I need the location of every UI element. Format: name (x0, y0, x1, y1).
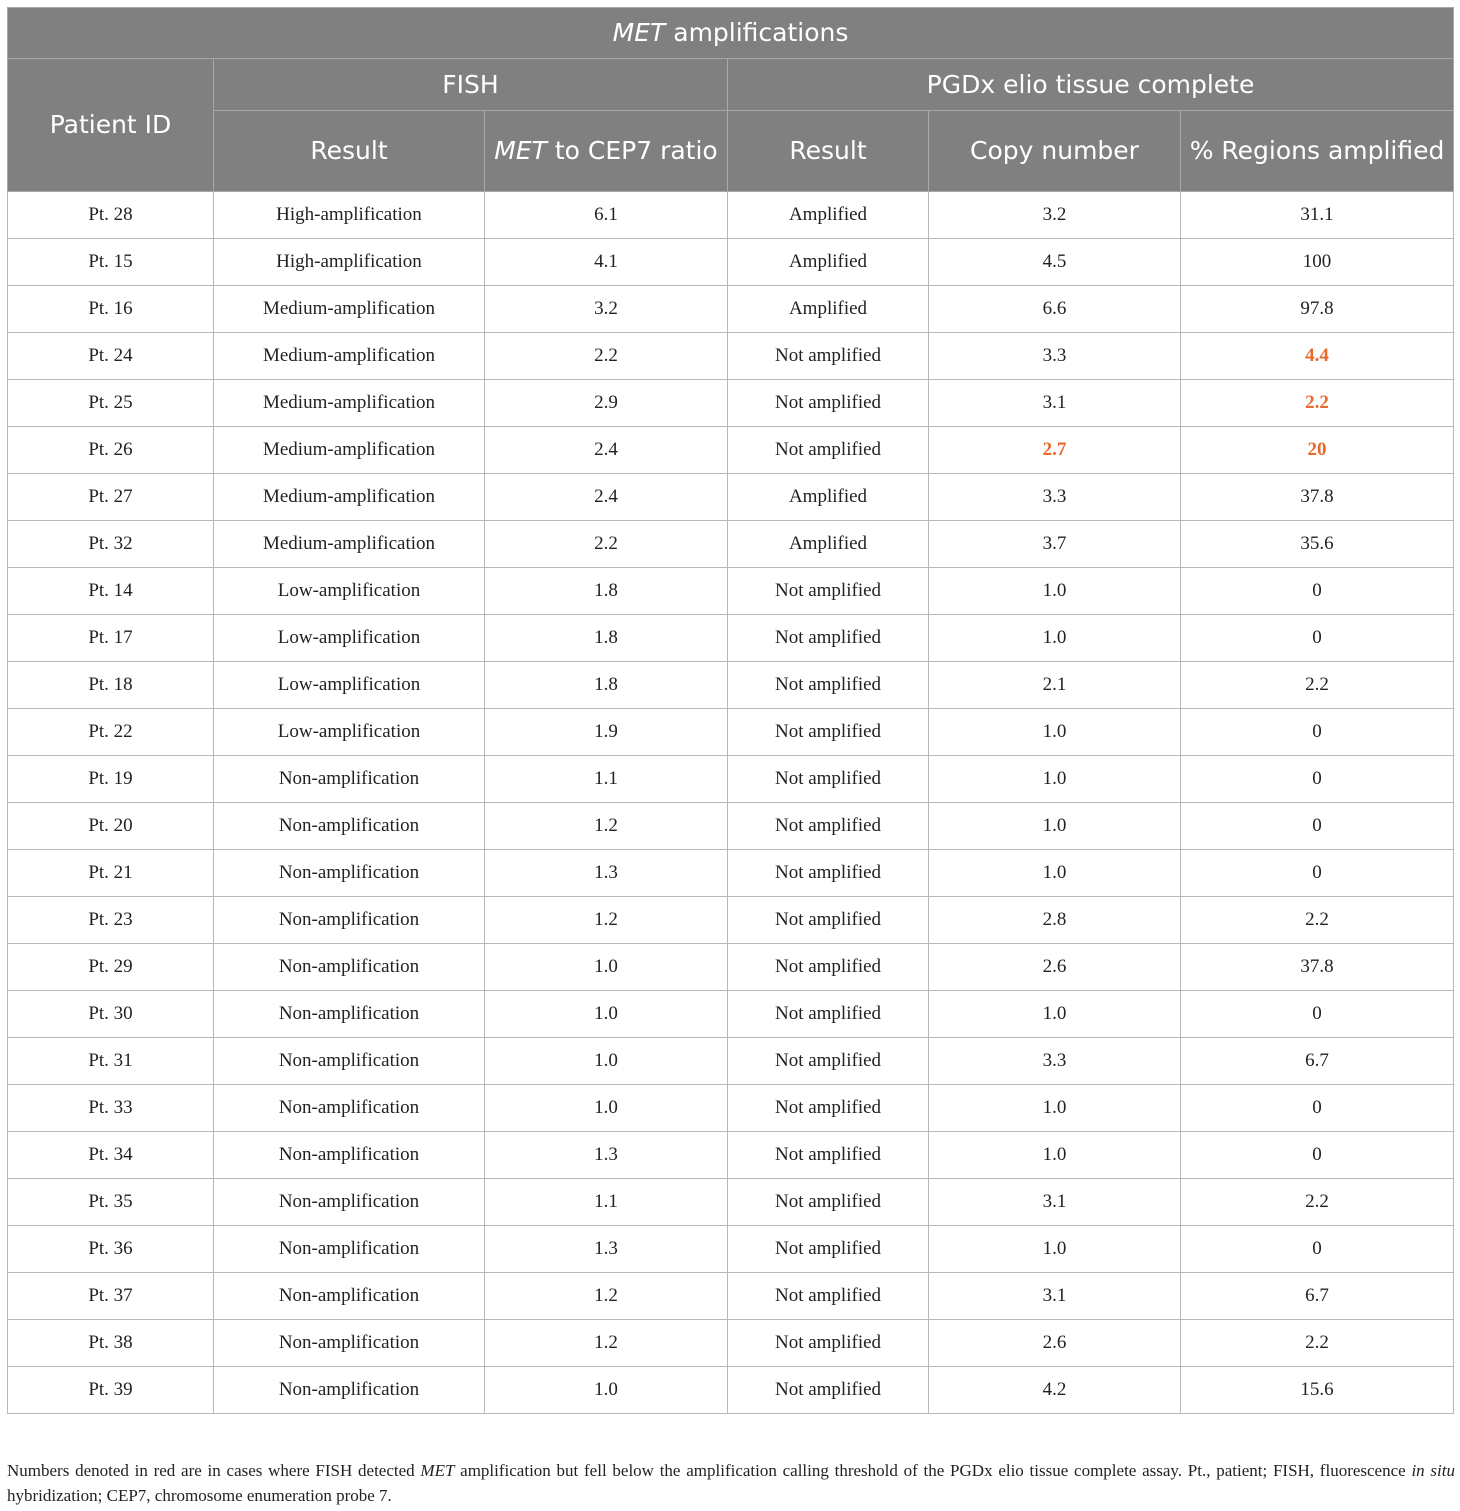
pgdx-result-cell: Amplified (728, 521, 929, 568)
regions-amplified-cell: 0 (1181, 850, 1454, 897)
copy-number-cell: 1.0 (929, 1226, 1181, 1273)
copy-number-cell: 3.1 (929, 380, 1181, 427)
fish-result-cell: Medium-amplification (214, 286, 485, 333)
copy-number-cell: 4.2 (929, 1367, 1181, 1414)
copy-number-cell: 3.1 (929, 1179, 1181, 1226)
header-fish: FISH (214, 59, 728, 111)
regions-amplified-cell: 0 (1181, 1226, 1454, 1273)
copy-number-cell: 3.3 (929, 333, 1181, 380)
patient-id-cell: Pt. 24 (8, 333, 214, 380)
ratio-cell: 4.1 (485, 239, 728, 286)
ratio-cell: 2.4 (485, 474, 728, 521)
fish-result-cell: Non-amplification (214, 1226, 485, 1273)
table-row (8, 474, 1454, 521)
pgdx-result-cell: Not amplified (728, 803, 929, 850)
ratio-cell: 1.0 (485, 1038, 728, 1085)
ratio-cell: 1.3 (485, 1132, 728, 1179)
patient-id-cell: Pt. 21 (8, 850, 214, 897)
table-row (8, 803, 1454, 850)
regions-amplified-cell: 37.8 (1181, 474, 1454, 521)
patient-id-cell: Pt. 32 (8, 521, 214, 568)
regions-amplified-cell: 0 (1181, 1085, 1454, 1132)
fish-result-cell: Non-amplification (214, 1273, 485, 1320)
copy-number-cell: 3.7 (929, 521, 1181, 568)
fish-result-cell: Non-amplification (214, 1038, 485, 1085)
table-row (8, 1085, 1454, 1132)
ratio-cell: 1.0 (485, 944, 728, 991)
regions-amplified-cell: 37.8 (1181, 944, 1454, 991)
regions-amplified-cell: 0 (1181, 991, 1454, 1038)
patient-id-cell: Pt. 27 (8, 474, 214, 521)
table-container (7, 7, 1453, 1414)
ratio-cell: 1.2 (485, 803, 728, 850)
regions-amplified-cell: 0 (1181, 615, 1454, 662)
regions-amplified-cell: 35.6 (1181, 521, 1454, 568)
footnote-part1: Numbers denoted in red are in cases where FISH detected (7, 1461, 421, 1480)
fish-result-cell: Medium-amplification (214, 333, 485, 380)
copy-number-cell: 1.0 (929, 1132, 1181, 1179)
pgdx-result-cell: Not amplified (728, 897, 929, 944)
copy-number-cell: 1.0 (929, 1085, 1181, 1132)
patient-id-cell: Pt. 16 (8, 286, 214, 333)
regions-amplified-cell: 2.2 (1181, 380, 1454, 427)
table-row (8, 1038, 1454, 1085)
patient-id-cell: Pt. 22 (8, 709, 214, 756)
regions-amplified-cell: 0 (1181, 709, 1454, 756)
copy-number-cell: 2.8 (929, 897, 1181, 944)
regions-amplified-cell: 0 (1181, 803, 1454, 850)
footnote-part3: hybridization; CEP7, chromosome enumeration probe 7. (7, 1486, 392, 1505)
pgdx-result-cell: Not amplified (728, 1367, 929, 1414)
table-row (8, 944, 1454, 991)
pgdx-result-cell: Amplified (728, 239, 929, 286)
patient-id-cell: Pt. 18 (8, 662, 214, 709)
regions-amplified-cell: 97.8 (1181, 286, 1454, 333)
regions-amplified-cell: 2.2 (1181, 1320, 1454, 1367)
fish-result-cell: Non-amplification (214, 850, 485, 897)
header-ratio-rest: to CEP7 ratio (546, 136, 718, 165)
copy-number-cell: 1.0 (929, 803, 1181, 850)
regions-amplified-cell: 6.7 (1181, 1273, 1454, 1320)
regions-amplified-cell: 0 (1181, 1132, 1454, 1179)
fish-result-cell: Medium-amplification (214, 521, 485, 568)
fish-result-cell: Non-amplification (214, 756, 485, 803)
copy-number-cell: 3.3 (929, 474, 1181, 521)
table-row (8, 568, 1454, 615)
table-footnote (7, 1458, 1455, 1508)
header-pgdx-result: Result (728, 111, 929, 192)
footnote-in-situ: in situ (1411, 1461, 1455, 1480)
table-row (8, 850, 1454, 897)
table-row (8, 897, 1454, 944)
pgdx-result-cell: Amplified (728, 286, 929, 333)
met-amplifications-table (7, 7, 1454, 1414)
pgdx-result-cell: Not amplified (728, 1179, 929, 1226)
ratio-cell: 1.1 (485, 1179, 728, 1226)
ratio-cell: 1.2 (485, 1320, 728, 1367)
patient-id-cell: Pt. 35 (8, 1179, 214, 1226)
table-row (8, 286, 1454, 333)
regions-amplified-cell: 15.6 (1181, 1367, 1454, 1414)
ratio-cell: 1.0 (485, 991, 728, 1038)
fish-result-cell: Low-amplification (214, 662, 485, 709)
fish-result-cell: Medium-amplification (214, 427, 485, 474)
header-patient-id: Patient ID (8, 59, 214, 192)
table-title (8, 8, 1454, 59)
regions-amplified-cell: 2.2 (1181, 897, 1454, 944)
header-fish-result: Result (214, 111, 485, 192)
table-row (8, 662, 1454, 709)
footnote-gene: MET (420, 1461, 455, 1480)
pgdx-result-cell: Not amplified (728, 1132, 929, 1179)
table-row (8, 991, 1454, 1038)
pgdx-result-cell: Not amplified (728, 944, 929, 991)
pgdx-result-cell: Not amplified (728, 850, 929, 897)
patient-id-cell: Pt. 14 (8, 568, 214, 615)
pgdx-result-cell: Amplified (728, 192, 929, 239)
pgdx-result-cell: Amplified (728, 474, 929, 521)
ratio-cell: 1.0 (485, 1085, 728, 1132)
header-regions: % Regions amplified (1181, 111, 1454, 192)
fish-result-cell: Non-amplification (214, 1179, 485, 1226)
pgdx-result-cell: Not amplified (728, 380, 929, 427)
pgdx-result-cell: Not amplified (728, 1085, 929, 1132)
fish-result-cell: Non-amplification (214, 1367, 485, 1414)
table-row (8, 427, 1454, 474)
table-row (8, 192, 1454, 239)
patient-id-cell: Pt. 30 (8, 991, 214, 1038)
header-ratio (485, 111, 728, 192)
fish-result-cell: Medium-amplification (214, 380, 485, 427)
copy-number-cell: 2.7 (929, 427, 1181, 474)
regions-amplified-cell: 4.4 (1181, 333, 1454, 380)
footnote-part2: amplification but fell below the amplification calling threshold of the PGDx elio tissue complete assay. Pt., patient; FISH, fluorescence (454, 1461, 1412, 1480)
regions-amplified-cell: 100 (1181, 239, 1454, 286)
pgdx-result-cell: Not amplified (728, 1038, 929, 1085)
fish-result-cell: Low-amplification (214, 568, 485, 615)
ratio-cell: 6.1 (485, 192, 728, 239)
copy-number-cell: 1.0 (929, 709, 1181, 756)
table-body (8, 192, 1454, 1414)
pgdx-result-cell: Not amplified (728, 333, 929, 380)
pgdx-result-cell: Not amplified (728, 1273, 929, 1320)
ratio-cell: 2.2 (485, 333, 728, 380)
table-row (8, 239, 1454, 286)
copy-number-cell: 3.2 (929, 192, 1181, 239)
fish-result-cell: Non-amplification (214, 1132, 485, 1179)
patient-id-cell: Pt. 29 (8, 944, 214, 991)
ratio-cell: 1.8 (485, 568, 728, 615)
pgdx-result-cell: Not amplified (728, 1226, 929, 1273)
copy-number-cell: 3.1 (929, 1273, 1181, 1320)
pgdx-result-cell: Not amplified (728, 1320, 929, 1367)
ratio-cell: 2.2 (485, 521, 728, 568)
ratio-cell: 1.8 (485, 662, 728, 709)
ratio-cell: 1.0 (485, 1367, 728, 1414)
table-row (8, 709, 1454, 756)
pgdx-result-cell: Not amplified (728, 662, 929, 709)
copy-number-cell: 6.6 (929, 286, 1181, 333)
ratio-cell: 1.9 (485, 709, 728, 756)
ratio-cell: 2.4 (485, 427, 728, 474)
header-ratio-gene: MET (494, 136, 547, 165)
ratio-cell: 2.9 (485, 380, 728, 427)
copy-number-cell: 2.6 (929, 1320, 1181, 1367)
header-copy-number: Copy number (929, 111, 1181, 192)
table-row (8, 1226, 1454, 1273)
patient-id-cell: Pt. 20 (8, 803, 214, 850)
pgdx-result-cell: Not amplified (728, 615, 929, 662)
regions-amplified-cell: 20 (1181, 427, 1454, 474)
patient-id-cell: Pt. 26 (8, 427, 214, 474)
patient-id-cell: Pt. 25 (8, 380, 214, 427)
table-row (8, 1273, 1454, 1320)
copy-number-cell: 4.5 (929, 239, 1181, 286)
fish-result-cell: Non-amplification (214, 803, 485, 850)
fish-result-cell: High-amplification (214, 192, 485, 239)
regions-amplified-cell: 6.7 (1181, 1038, 1454, 1085)
fish-result-cell: Medium-amplification (214, 474, 485, 521)
patient-id-cell: Pt. 36 (8, 1226, 214, 1273)
ratio-cell: 1.2 (485, 1273, 728, 1320)
table-row (8, 1320, 1454, 1367)
copy-number-cell: 3.3 (929, 1038, 1181, 1085)
table-row (8, 1132, 1454, 1179)
regions-amplified-cell: 0 (1181, 756, 1454, 803)
title-rest: amplifications (665, 18, 849, 47)
ratio-cell: 1.1 (485, 756, 728, 803)
fish-result-cell: Low-amplification (214, 615, 485, 662)
patient-id-cell: Pt. 38 (8, 1320, 214, 1367)
regions-amplified-cell: 2.2 (1181, 662, 1454, 709)
pgdx-result-cell: Not amplified (728, 568, 929, 615)
table-row (8, 521, 1454, 568)
regions-amplified-cell: 31.1 (1181, 192, 1454, 239)
pgdx-result-cell: Not amplified (728, 756, 929, 803)
patient-id-cell: Pt. 17 (8, 615, 214, 662)
fish-result-cell: High-amplification (214, 239, 485, 286)
patient-id-cell: Pt. 39 (8, 1367, 214, 1414)
fish-result-cell: Non-amplification (214, 897, 485, 944)
regions-amplified-cell: 0 (1181, 568, 1454, 615)
fish-result-cell: Non-amplification (214, 1320, 485, 1367)
patient-id-cell: Pt. 31 (8, 1038, 214, 1085)
title-gene: MET (612, 18, 666, 47)
patient-id-cell: Pt. 34 (8, 1132, 214, 1179)
copy-number-cell: 1.0 (929, 850, 1181, 897)
ratio-cell: 1.3 (485, 1226, 728, 1273)
copy-number-cell: 2.6 (929, 944, 1181, 991)
copy-number-cell: 1.0 (929, 756, 1181, 803)
table-row (8, 756, 1454, 803)
copy-number-cell: 1.0 (929, 615, 1181, 662)
pgdx-result-cell: Not amplified (728, 991, 929, 1038)
patient-id-cell: Pt. 33 (8, 1085, 214, 1132)
pgdx-result-cell: Not amplified (728, 709, 929, 756)
patient-id-cell: Pt. 15 (8, 239, 214, 286)
regions-amplified-cell: 2.2 (1181, 1179, 1454, 1226)
table-row (8, 1179, 1454, 1226)
pgdx-result-cell: Not amplified (728, 427, 929, 474)
fish-result-cell: Non-amplification (214, 944, 485, 991)
fish-result-cell: Low-amplification (214, 709, 485, 756)
ratio-cell: 1.8 (485, 615, 728, 662)
copy-number-cell: 1.0 (929, 568, 1181, 615)
fish-result-cell: Non-amplification (214, 991, 485, 1038)
table-row (8, 380, 1454, 427)
ratio-cell: 1.3 (485, 850, 728, 897)
table-row (8, 615, 1454, 662)
patient-id-cell: Pt. 28 (8, 192, 214, 239)
fish-result-cell: Non-amplification (214, 1085, 485, 1132)
copy-number-cell: 2.1 (929, 662, 1181, 709)
ratio-cell: 1.2 (485, 897, 728, 944)
patient-id-cell: Pt. 23 (8, 897, 214, 944)
patient-id-cell: Pt. 19 (8, 756, 214, 803)
patient-id-cell: Pt. 37 (8, 1273, 214, 1320)
copy-number-cell: 1.0 (929, 991, 1181, 1038)
ratio-cell: 3.2 (485, 286, 728, 333)
table-row (8, 1367, 1454, 1414)
table-row (8, 333, 1454, 380)
header-pgdx: PGDx elio tissue complete (728, 59, 1454, 111)
